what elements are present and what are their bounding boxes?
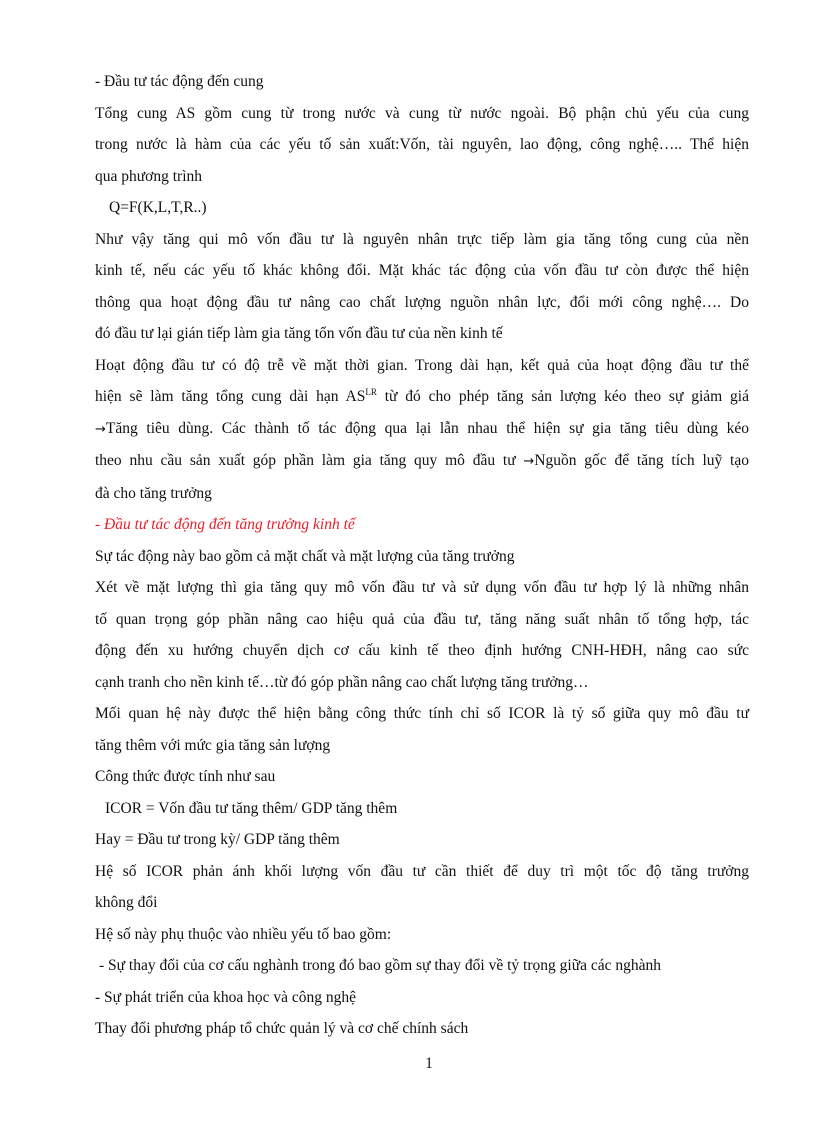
paragraph-line: tố quan trọng góp phần nâng cao hiệu quả của đầu tư, tăng năng suất nhân tố tổng hợp, tác [95,610,749,628]
paragraph-line: Sự tác động này bao gồm cả mặt chất và mặt lượng của tăng trưởng [95,547,515,565]
paragraph-line: Hoạt động đầu tư có độ trễ về mặt thời gian. Trong dài hạn, kết quả của hoạt động đầu tư thể [95,356,749,374]
arrow-right-icon: → [523,454,535,469]
paragraph-line: qua phương trình [95,167,203,185]
formula-line: ICOR = Vốn đầu tư tăng thêm/ GDP tăng thêm [105,799,398,817]
paragraph-line: đó đầu tư lại gián tiếp làm gia tăng tổn vốn đầu tư của nền kinh tế [95,325,503,342]
arrow-right-icon: → [95,421,106,437]
paragraph-line-with-arrow [95,445,749,478]
paragraph-line: Hệ số ICOR phản ánh khối lượng vốn đầu tư cần thiết để duy trì một tốc độ tăng trưởng [95,862,749,880]
document-page [95,66,749,1045]
section-heading-growth: - Đầu tư tác động đến tăng trưởng kinh tế [95,516,355,533]
paragraph-line-with-arrow [95,413,749,446]
paragraph-line-with-superscript [95,381,749,413]
paragraph-text: Nguồn gốc để tăng tích luỹ tạo [534,452,749,469]
paragraph-line: cạnh tranh cho nền kinh tế…từ đó góp phần nâng cao chất lượng tăng trưởng… [95,673,589,691]
paragraph-line: động đến xu hướng chuyển dịch cơ cấu kinh tế theo định hướng CNH-HĐH, nâng cao sức [95,642,749,659]
paragraph-text: hiện sẽ làm tăng tổng cung dài hạn AS [95,388,366,405]
paragraph-text: từ đó cho phép tăng sản lượng kéo theo sự giảm giá [376,388,749,405]
paragraph-line: trong nước là hàm của các yếu tố sản xuất:Vốn, tài nguyên, lao động, công nghệ….. Thể hiện [95,136,749,153]
paragraph-line: Thay đổi phương pháp tổ chức quản lý và cơ chế chính sách [95,1020,469,1037]
superscript-lr: LR [365,387,377,397]
paragraph-line: kinh tế, nếu các yếu tố khác không đổi. Mặt khác tác động của vốn đầu tư còn được thể hiện [95,262,749,279]
equation-line: Q=F(K,L,T,R..) [109,199,207,216]
paragraph-line: đà cho tăng trưởng [95,484,212,502]
paragraph-line: Xét về mặt lượng thì gia tăng quy mô vốn đầu tư và sử dụng vốn đầu tư hợp lý là những nhân [95,579,749,596]
page-number: 1 [425,1055,433,1072]
paragraph-line: Công thức được tính như sau [95,768,276,785]
paragraph-line: Như vậy tăng qui mô vốn đầu tư là nguyên nhân trực tiếp làm gia tăng tổng cung của nền [95,230,749,248]
paragraph-line: Tổng cung AS gồm cung từ trong nước và cung từ nước ngoài. Bộ phận chủ yếu của cung [95,104,749,122]
paragraph-line: Mối quan hệ này được thể hiện bằng công thức tính chỉ số ICOR là tỷ số giữa quy mô đầu tư [95,705,749,722]
paragraph-text: theo nhu cầu sản xuất góp phần làm gia tăng quy mô đầu tư [95,452,524,469]
paragraph-line: không đổi [95,894,158,911]
list-item: - Sự phát triển của khoa học và công nghệ [95,988,357,1006]
paragraph-text: Tăng tiêu dùng. Các thành tố tác động qua lại lẫn nhau thể hiện sự gia tăng tiêu dùng kéo [105,419,749,437]
list-item: - Sự thay đổi của cơ cấu nghành trong đó bao gồm sự thay đổi về tỷ trọng giữa các nghành [99,957,661,974]
paragraph-line: thông qua hoạt động đầu tư nâng cao chất lượng nguồn nhân lực, đổi mới công nghệ…. Do [95,293,749,311]
paragraph-line: Hệ số này phụ thuộc vào nhiều yếu tố bao gồm: [95,925,392,943]
paragraph-line: tăng thêm với mức gia tăng sản lượng [95,736,331,754]
formula-line: Hay = Đầu tư trong kỳ/ GDP tăng thêm [95,831,340,848]
section-heading-supply: - Đầu tư tác động đến cung [95,73,264,90]
